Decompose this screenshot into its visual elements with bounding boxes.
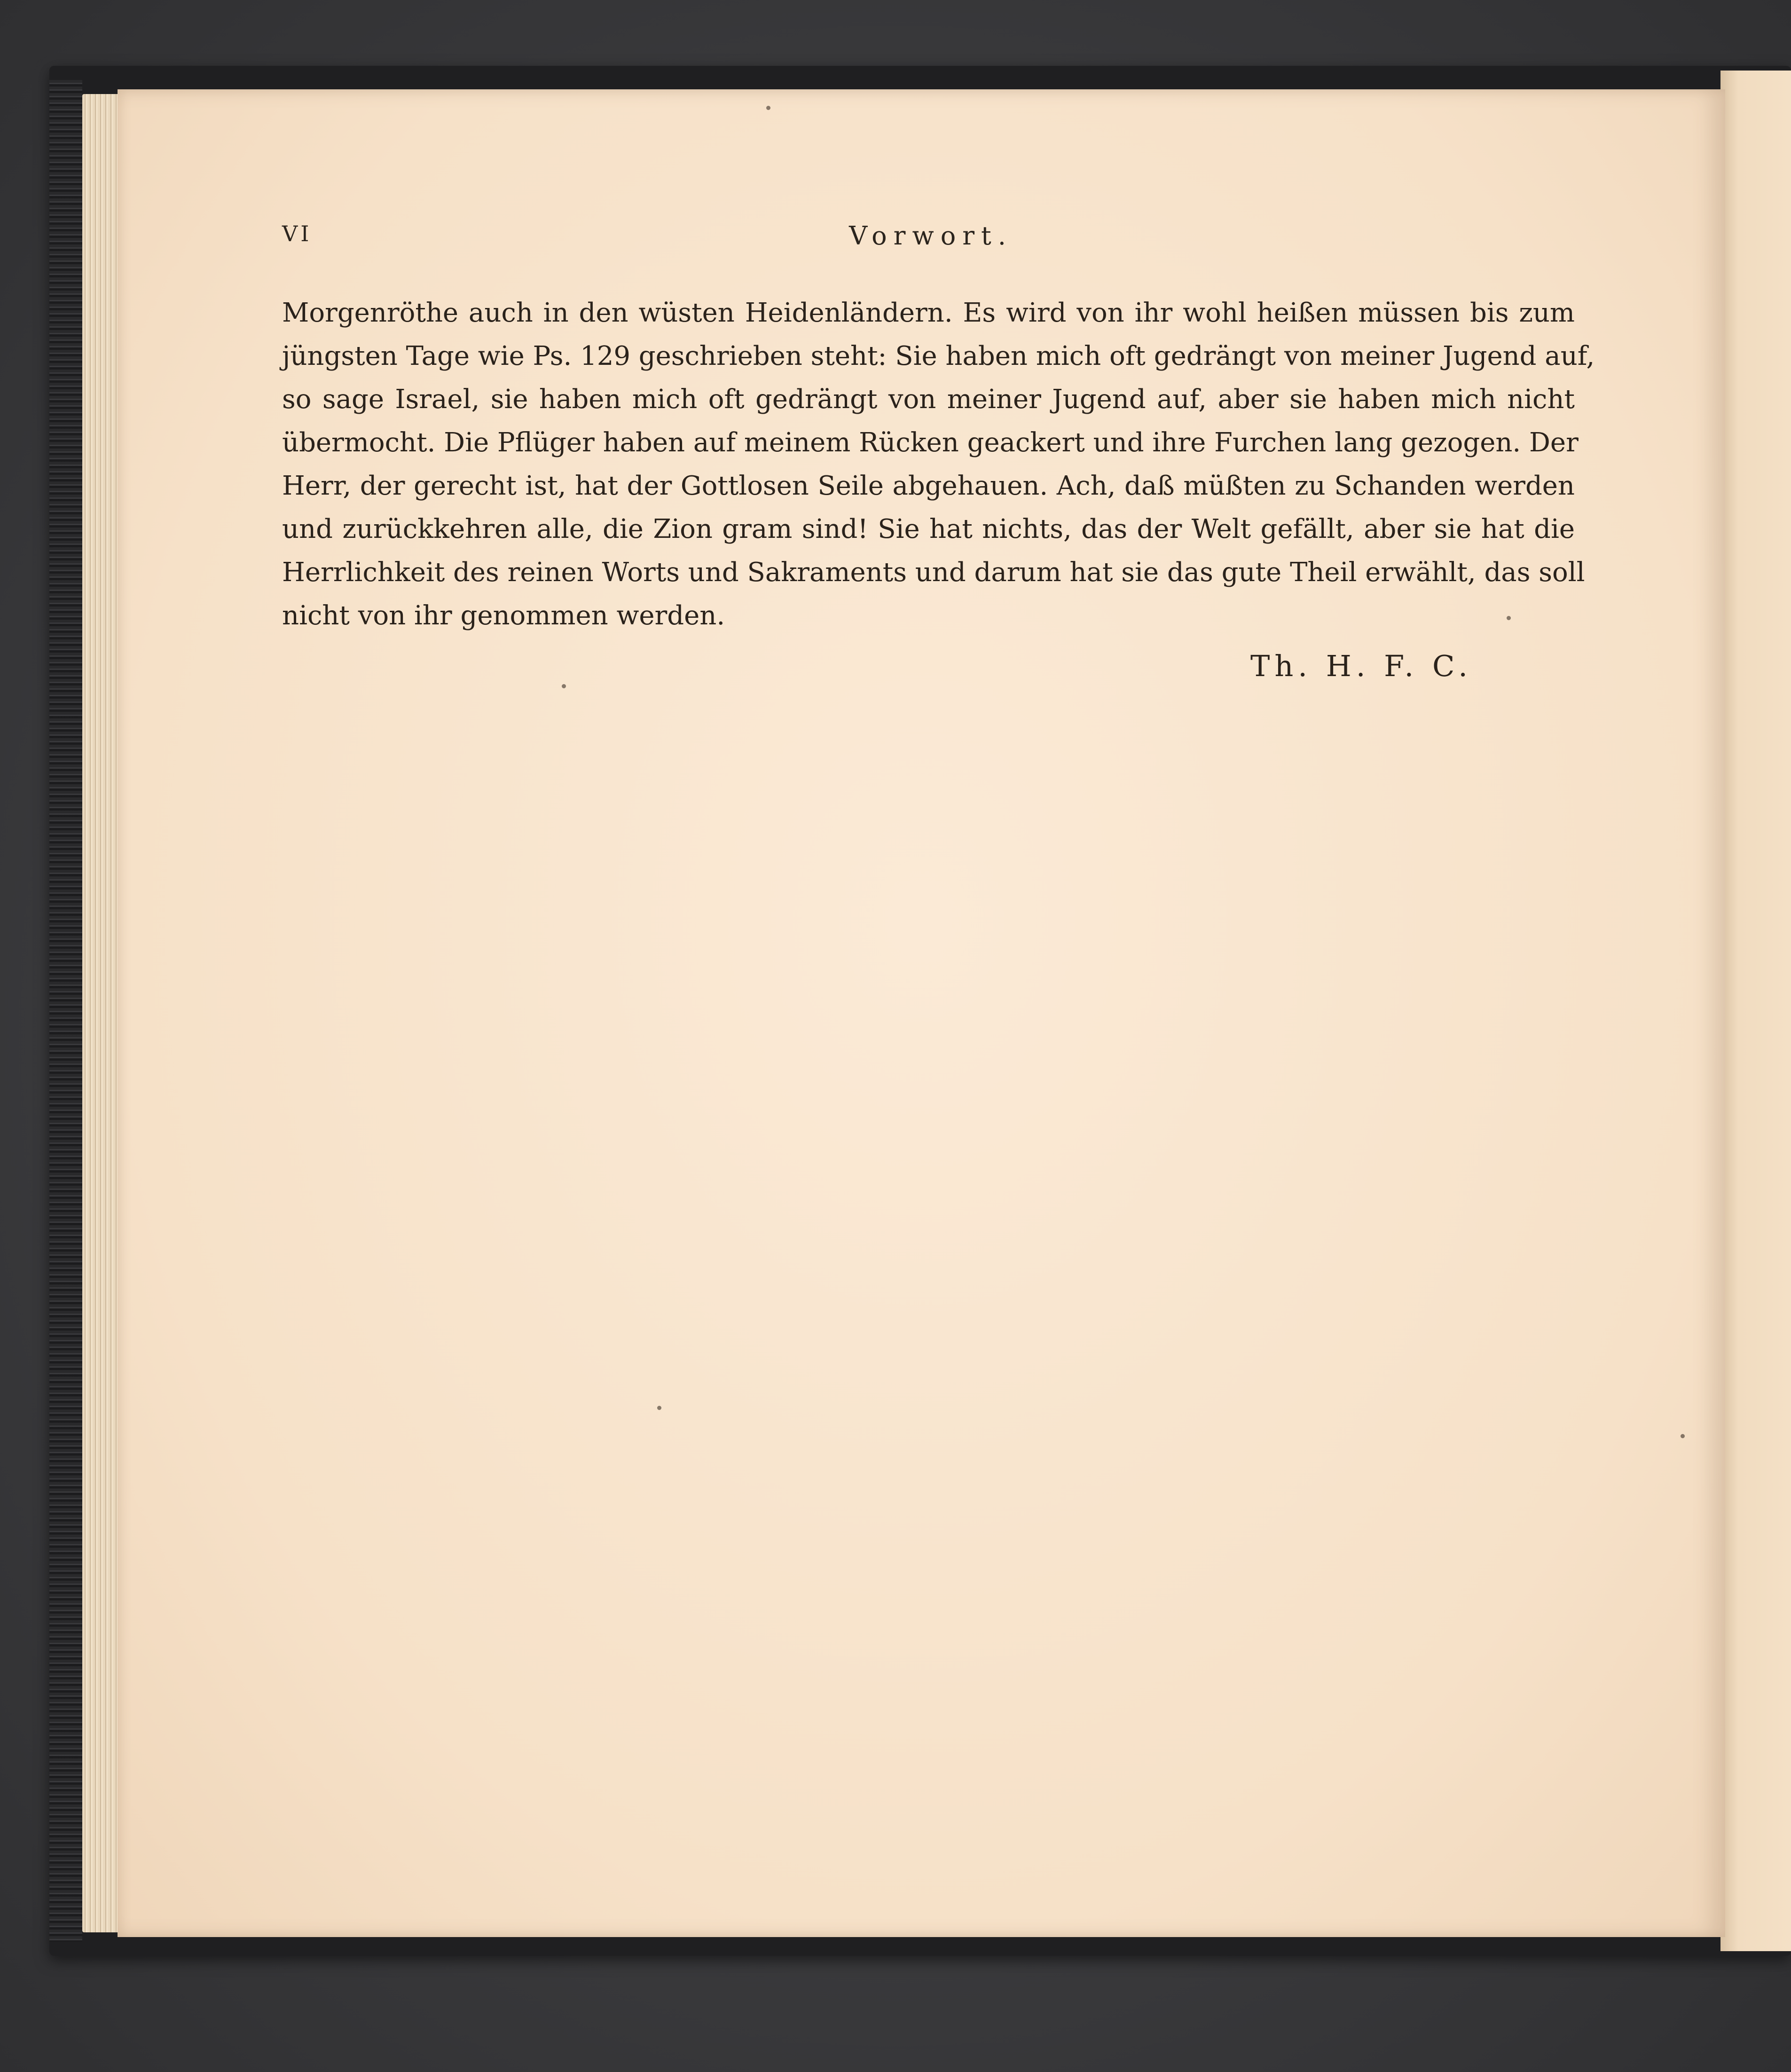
body-text [282, 291, 1595, 638]
paper-speck [1681, 1434, 1685, 1438]
paper-speck [562, 684, 566, 688]
page-number: VI [282, 221, 312, 246]
text-line: nicht von ihr genommen werden. [282, 600, 725, 631]
paper-speck [1507, 616, 1511, 620]
text-line: so sage Israel, sie haben mich oft gedrängt von meiner Jugend auf, aber sie haben mich nicht [282, 384, 1575, 415]
paper-speck [657, 1406, 661, 1410]
book-cover-edge [49, 80, 82, 1942]
next-page-edge [1720, 71, 1791, 1951]
text-line: Herr, der gerecht ist, hat der Gottlosen Seile abgehauen. Ach, daß müßten zu Schanden werden [282, 471, 1575, 501]
paper-speck [766, 106, 770, 110]
text-line: Herrlichkeit des reinen Worts und Sakraments und darum hat sie das gute Theil erwählt, das soll [282, 557, 1585, 588]
running-head [282, 221, 1579, 259]
signature-initials: Th. H. F. C. [1250, 649, 1472, 683]
text-line: jüngsten Tage wie Ps. 129 geschrieben steht: Sie haben mich oft gedrängt von meiner Jugend auf, [282, 341, 1595, 371]
text-line: Morgenröthe auch in den wüsten Heidenländern. Es wird von ihr wohl heißen müssen bis zum [282, 298, 1575, 328]
page-title: Vorwort. [849, 221, 1013, 251]
text-line: und zurückkehren alle, die Zion gram sind! Sie hat nichts, das der Welt gefällt, aber sie hat die [282, 514, 1575, 544]
text-line: übermocht. Die Pflüger haben auf meinem Rücken geackert und ihre Furchen lang gezogen. Der [282, 427, 1579, 458]
